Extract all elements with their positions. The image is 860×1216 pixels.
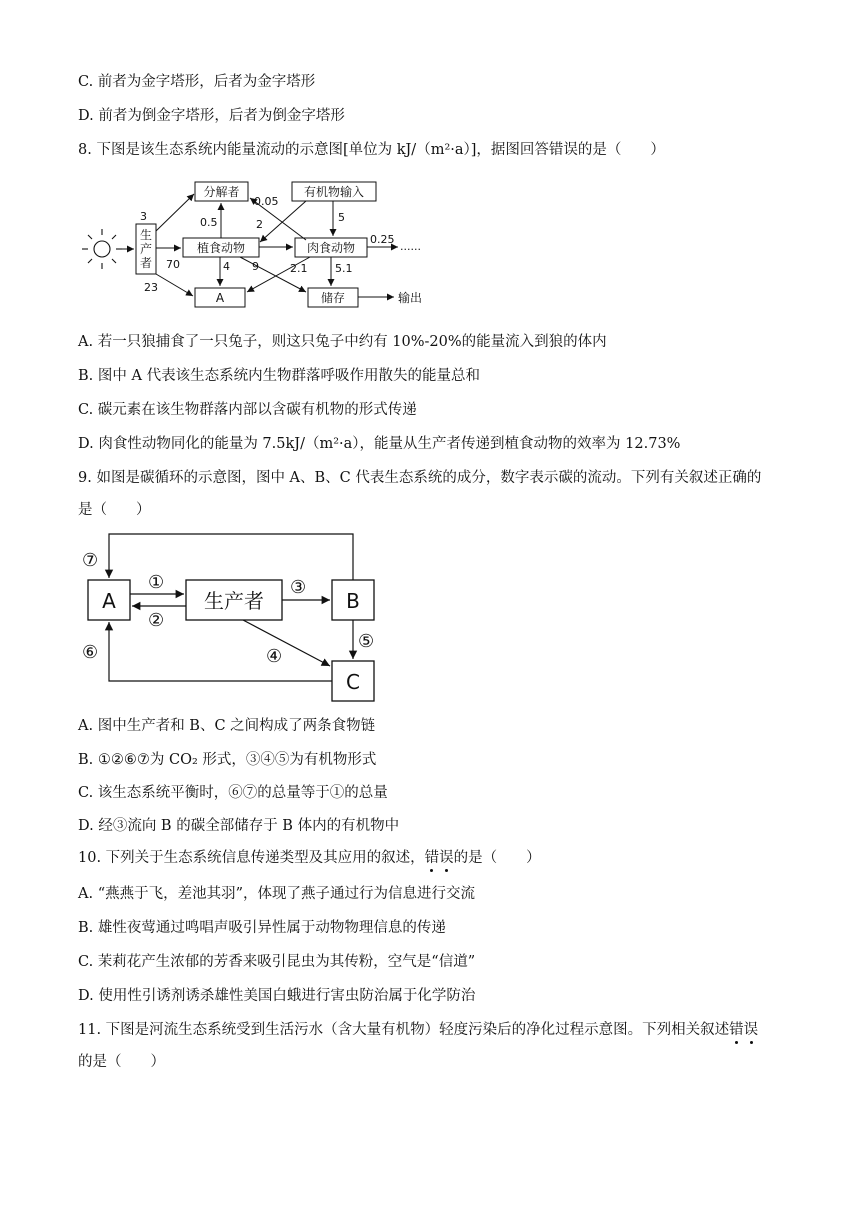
question-11-text: 11. 下图是河流生态系统受到生活污水（含大量有机物）轻度污染后的净化过程示意图。下列相关叙述	[78, 1022, 730, 1038]
label-2: ②	[148, 610, 165, 631]
label-4: 4	[223, 260, 230, 273]
option-9d: D. 经③流向 B 的碳全部储存于 B 体内的有机物中	[78, 818, 400, 834]
option-8c: C. 碳元素在该生物群落内部以含碳有机物的形式传递	[78, 402, 417, 418]
label-0-25: 0.25	[370, 233, 395, 246]
label-output: 输出	[398, 291, 423, 305]
label-5-1: 5.1	[335, 262, 353, 275]
c-label: C	[346, 670, 360, 694]
label-6: ⑥	[82, 642, 99, 663]
label-5: ⑤	[358, 631, 375, 652]
question-8-stem: 8. 下图是该生态系统内能量流动的示意图[单位为 kJ/（m²·a）]，据图回答错误的是（ ）	[78, 142, 665, 158]
storage-label: 储存	[320, 291, 346, 305]
label-23: 23	[144, 281, 158, 294]
sun-icon	[82, 229, 122, 269]
option-10b: B. 雄性夜莺通过鸣唱声吸引异性属于动物物理信息的传递	[78, 920, 446, 936]
option-7c: C. 前者为金字塔形，后者为金字塔形	[78, 74, 316, 90]
option-8b: B. 图中 A 代表该生态系统内生物群落呼吸作用散失的能量总和	[78, 368, 481, 384]
carnivore-label: 肉食动物	[306, 241, 356, 255]
option-10a: A. “燕燕于飞，差池其羽”，体现了燕子通过行为信息进行交流	[78, 886, 476, 902]
label-1: ①	[148, 572, 165, 593]
question-11-stem-cont: 的是（ ）	[78, 1054, 165, 1070]
emphasis-wrong	[729, 1022, 758, 1038]
question-10-stem	[78, 848, 541, 868]
label-0-05: 0.05	[254, 195, 279, 208]
emphasis-text: 错误	[729, 1022, 759, 1038]
herbivore-label: 植食动物	[196, 241, 246, 255]
label-0-5: 0.5	[200, 216, 218, 229]
energy-flow-diagram	[80, 176, 460, 314]
label-3: ③	[290, 577, 307, 598]
label-2-1: 2.1	[290, 262, 308, 275]
label-9: 9	[252, 260, 259, 273]
organic-input-label: 有机物输入	[303, 185, 365, 199]
question-9-stem-cont: 是（ ）	[78, 502, 151, 518]
label-dots: ......	[400, 240, 421, 253]
label-5: 5	[338, 211, 345, 224]
emphasis-wrong	[425, 850, 454, 866]
label-2: 2	[256, 218, 263, 231]
question-10-text: 10. 下列关于生态系统信息传递类型及其应用的叙述，	[78, 850, 425, 866]
label-70: 70	[166, 258, 180, 271]
option-10d: D. 使用性引诱剂诱杀雄性美国白蛾进行害虫防治属于化学防治	[78, 988, 476, 1004]
option-8d: D. 肉食性动物同化的能量为 7.5kJ/（m²·a），能量从生产者传递到植食动物的效率为 12.73%	[78, 436, 681, 452]
option-9b: B. ①②⑥⑦为 CO₂ 形式，③④⑤为有机物形式	[78, 752, 377, 768]
question-10-tail: 的是（ ）	[453, 850, 541, 866]
producer-label: 生产者	[204, 589, 264, 613]
emphasis-text: 错误	[424, 850, 454, 866]
b-label: B	[346, 589, 360, 613]
option-7d: D. 前者为倒金字塔形，后者为倒金字塔形	[78, 108, 345, 124]
label-3: 3	[140, 210, 147, 223]
a-label: A	[215, 291, 225, 305]
option-8a: A. 若一只狼捕食了一只兔子，则这只兔子中约有 10%-20%的能量流入到狼的体内	[78, 334, 607, 350]
option-9a: A. 图中生产者和 B、C 之间构成了两条食物链	[78, 718, 376, 734]
question-11-stem	[78, 1020, 758, 1040]
label-7: ⑦	[82, 550, 99, 571]
carbon-cycle-diagram	[78, 530, 388, 705]
option-9c: C. 该生态系统平衡时，⑥⑦的总量等于①的总量	[78, 785, 388, 801]
decomposer-label: 分解者	[203, 185, 240, 199]
question-9-stem: 9. 如图是碳循环的示意图，图中 A、B、C 代表生态系统的成分，数字表示碳的流动。下列有关叙述正确的	[78, 470, 762, 486]
producer-label: 生产者	[139, 228, 153, 270]
label-4: ④	[266, 646, 283, 667]
option-10c: C. 茉莉花产生浓郁的芳香来吸引昆虫为其传粉，空气是“信道”	[78, 954, 476, 970]
a-label: A	[102, 589, 116, 613]
